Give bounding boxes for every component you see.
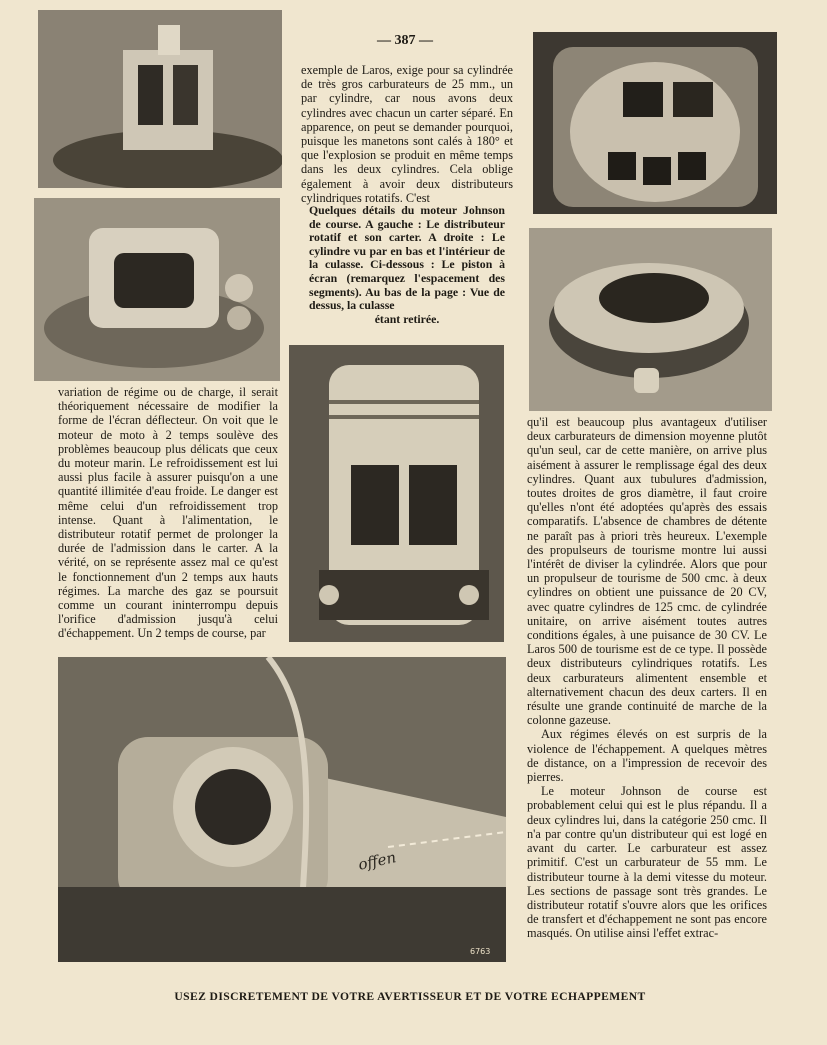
paragraph: variation de régime ou de charge, il serait théoriquement nécessaire de modifier la forme de l'écran déflecteur. On voit que le moteur de moto à 2 temps soulève des problèmes beaucoup plus délicats que ceux du moteur marin. Le refroidissement est lui aussi plus facile à assurer puisqu'on a une quantité illimitée d'eau froide. Le danger est même celui d'un refroidissement trop intense. Quant à l'alimentation, le distributeur rotatif permet de prolonger la durée de l'admission dans le carter. A la vérité, on se représente assez mal ce qu'est le fonctionnement d'un 2 temps aux hauts régimes. La marche des gaz se poursuit comme un courant ininterrompu depuis l'orifice d'admission jusqu'à celui d'échappement. Un 2 temps de course, par bbox=[58, 385, 278, 641]
photo-rotary-distributor-art bbox=[38, 10, 282, 188]
paragraph: Le moteur Johnson de course est probablement celui qui est le plus répandu. Il a deux cylindres lui, dans la catégorie 250 cmc. Il n'a par contre qu'un distributeur qui est logé en avant du carter. Le carburateur est assez primitif. C'est un carburateur de 55 mm. Le distributeur tourne à la demi vitesse du moteur. Les sections de passage sont très grandes. Le distributeur rotatif s'ouvre alors que les orifices de transfert et d'échappement ne sont pas encore masqués. On utilise ainsi l'effet extrac- bbox=[527, 784, 767, 941]
photo-cylinder-head-interior-art bbox=[529, 228, 772, 411]
photo-caption bbox=[309, 204, 505, 326]
footer-slogan: USEZ DISCRETEMENT DE VOTRE AVERTISSEUR ET DE VOTRE ECHAPPEMENT bbox=[174, 990, 646, 1003]
caption-text-last-line: étant retirée. bbox=[374, 311, 440, 326]
photo-engine-top-view bbox=[58, 657, 506, 962]
photo-brand-label: offen bbox=[356, 848, 398, 874]
text-column-left bbox=[58, 385, 278, 641]
photo-deflector-piston bbox=[289, 345, 504, 642]
photo-cylinder-head-interior bbox=[529, 228, 772, 411]
photo-rotary-distributor bbox=[38, 10, 282, 188]
photo-distributor-housing-art bbox=[34, 198, 280, 381]
text-column-middle-top bbox=[301, 63, 513, 205]
text-column-right bbox=[527, 415, 767, 941]
paragraph: exemple de Laros, exige pour sa cylindrée de très gros carburateurs de 25 mm., un par cylindre, car nous avons deux cylindres avec chacun un carter séparé. En apparence, on peut se demander pourquoi, puisque les manetons sont calés à 180° et que l'explosion se produit en même temps dans les deux cylindres. Cela oblige également à avoir deux distributeurs cylindriques rotatifs. C'est bbox=[301, 63, 513, 205]
photo-cylinder-from-below-art bbox=[533, 32, 777, 214]
photo-distributor-housing bbox=[34, 198, 280, 381]
photo-engine-top-view-art bbox=[58, 657, 506, 962]
caption-text: Quelques détails du moteur Johnson de course. A gauche : Le distributeur rotatif et son carter. A droite : Le cylindre vu par en bas et l'intérieur de la culasse. Ci-dessous : Le piston à écran (remarquez l'espacement des segments). Au bas de la page : Vue de dessus, la culasse bbox=[309, 203, 505, 313]
paragraph: qu'il est beaucoup plus avantageux d'utiliser deux carburateurs de dimension moyenne plutôt qu'un seul, car de cette manière, on arrive plus aisément à assurer le remplissage égal des deux cylindres. Quant aux tubulures d'admission, toutes droites de gros diamètre, il faut croire qu'elles n'ont été adoptées qu'après des essais comparatifs. L'absence de chambres de détente ne paraît pas à priori très heureux. L'exemple des propulseurs de tourisme montre lui aussi l'intérêt de diviser la cylindrée. Alors que pour un propulseur de tourisme de 500 cmc. à deux cylindres on obtient une puissance de 20 CV, avec quatre cylindres de 125 cmc. de cylindrée unitaire, on arrive aisément toutes autres conditions égales, à une puisance de 30 CV. Le Laros 500 de tourisme est de ce type. Il possède deux distributeurs cylindriques rotatifs. Les deux carburateurs alimentent ensemble et alternativement chacun des deux carters. Il en résulte une grande continuité de marche de la colonne gazeuse. bbox=[527, 415, 767, 728]
paragraph: Aux régimes élevés on est surpris de la violence de l'échappement. A quelques mètres de distance, on a l'impression de recevoir des pierres. bbox=[527, 727, 767, 785]
photo-cylinder-from-below bbox=[533, 32, 777, 214]
page-number: — 387 — bbox=[377, 33, 433, 48]
photo-number-label: 6763 bbox=[470, 947, 491, 956]
photo-deflector-piston-art bbox=[289, 345, 504, 642]
